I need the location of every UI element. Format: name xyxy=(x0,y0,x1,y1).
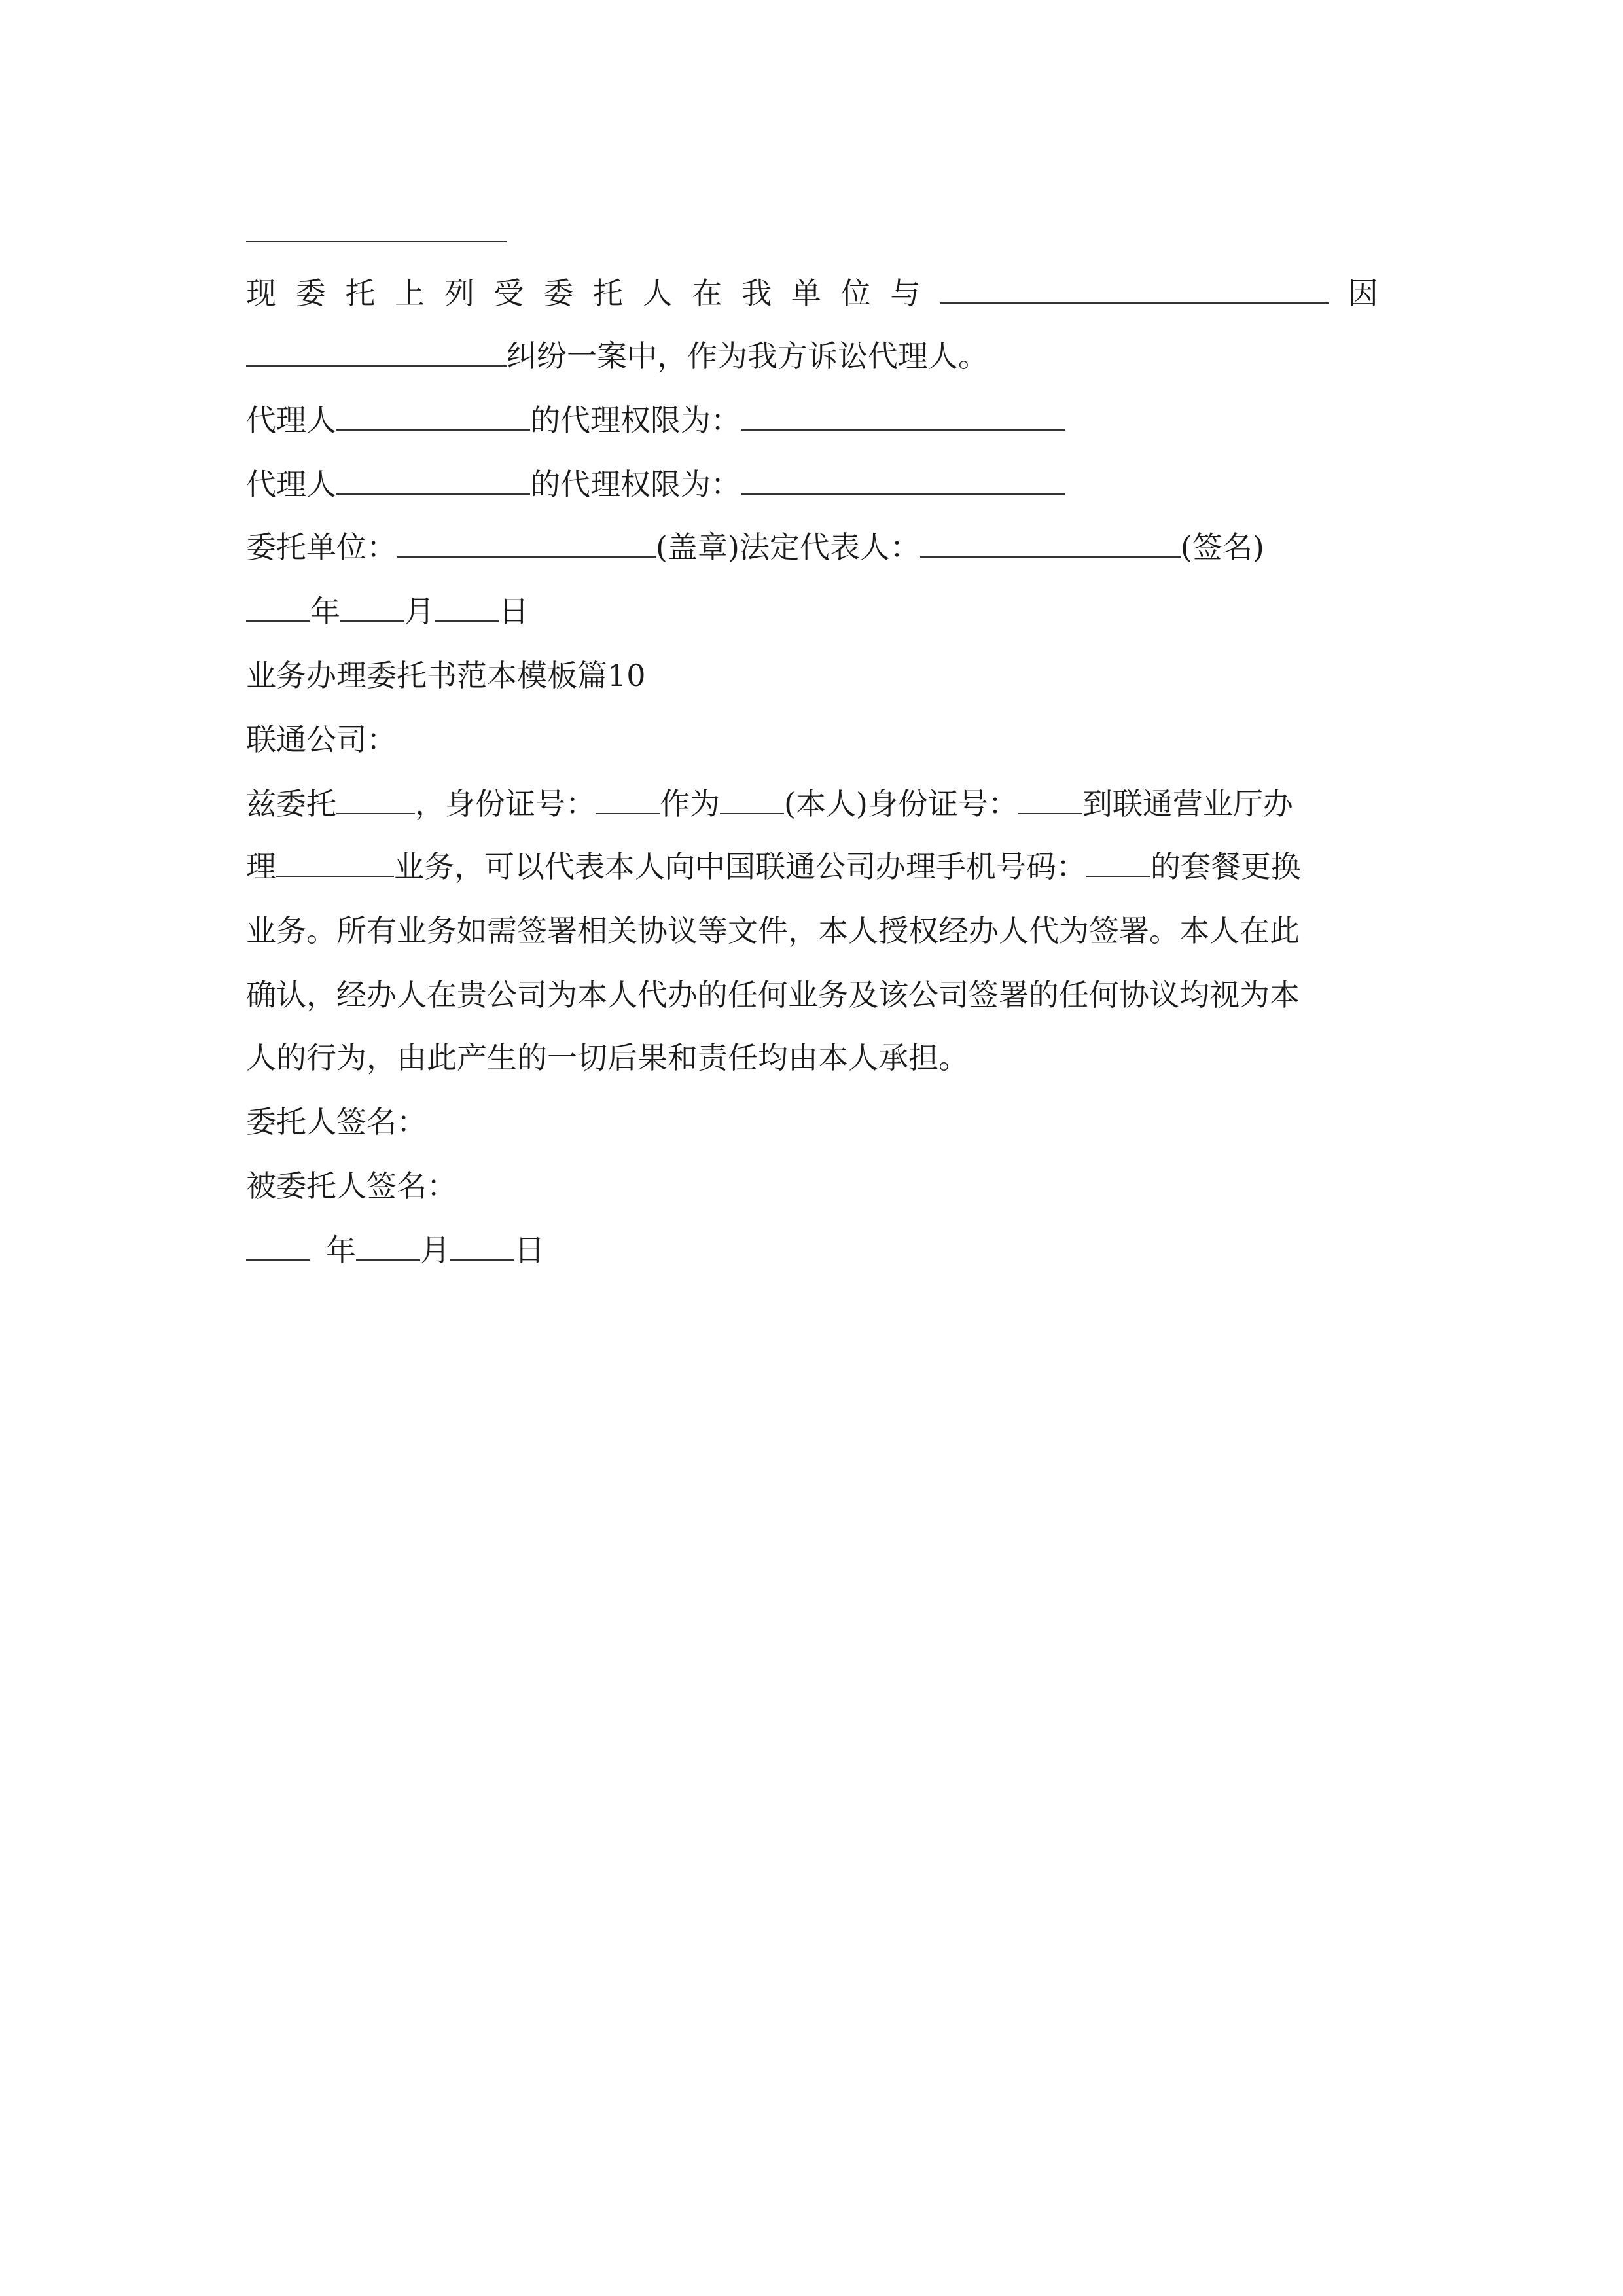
char: 托 xyxy=(345,276,376,311)
char: 列 xyxy=(444,276,474,311)
dispute-text: 纠纷一案中，作为我方诉讼代理人。 xyxy=(507,338,988,374)
p3-text: 业务。所有业务如需签署相关协议等文件，本人授权经办人代为签署。本人在此 xyxy=(246,913,1300,948)
sign-text: (签名) xyxy=(1180,529,1264,565)
agent-prefix: 代理人 xyxy=(246,403,336,438)
year-label: 年 xyxy=(326,1232,356,1268)
char: 单 xyxy=(791,276,821,311)
char: 因 xyxy=(1347,276,1378,311)
blank-id-2 xyxy=(1018,784,1082,814)
char: 位 xyxy=(840,276,871,311)
blank-agent-name xyxy=(336,465,530,495)
p1-c: 作为 xyxy=(660,786,720,821)
char: 我 xyxy=(741,276,772,311)
principal-sign-line xyxy=(246,1102,1378,1141)
blank-month xyxy=(356,1230,420,1261)
blank-agent-name xyxy=(336,401,530,431)
blank-legal-rep xyxy=(920,528,1181,558)
para-line-2 xyxy=(246,847,1378,886)
blank-dispute xyxy=(246,336,507,367)
p2-c: 的套餐更换 xyxy=(1150,849,1301,884)
blank-phone xyxy=(1086,847,1150,877)
p2-b: 业务，可以代表本人向中国联通公司办理手机号码： xyxy=(394,849,1086,884)
agent-line-2 xyxy=(246,465,1378,504)
entrust-line-2 xyxy=(246,336,1378,376)
date-line-2 xyxy=(246,1230,1378,1270)
char: 与 xyxy=(890,276,921,311)
blank-month xyxy=(340,592,404,622)
blank-role xyxy=(720,784,784,814)
day-label: 日 xyxy=(514,1232,544,1268)
p1-e: 到联通营业厅办 xyxy=(1082,786,1293,821)
p4-text: 确认，经办人在贵公司为本人代办的任何业务及该公司签署的任何协议均视为本 xyxy=(246,977,1300,1013)
para-line-5 xyxy=(246,1038,1378,1077)
p5-text: 人的行为，由此产生的一切后果和责任均由本人承担。 xyxy=(246,1040,969,1075)
section-heading xyxy=(246,656,1378,695)
agent-sign-label: 被委托人签名： xyxy=(246,1168,457,1204)
char: 现 xyxy=(246,276,276,311)
blank-entrusted-person xyxy=(336,784,415,814)
char: 委 xyxy=(543,276,574,311)
legal-rep-label: 法定代表人： xyxy=(739,529,920,565)
top-blank-line xyxy=(246,241,507,242)
principal-sign-label: 委托人签名： xyxy=(246,1104,427,1139)
blank-business xyxy=(276,847,394,877)
month-label: 月 xyxy=(420,1232,450,1268)
p1-b: ，身份证号： xyxy=(415,786,596,821)
char: 委 xyxy=(295,276,326,311)
char: 上 xyxy=(395,276,425,311)
para-line-4 xyxy=(246,975,1378,1014)
blank-year xyxy=(246,592,310,622)
agent-sign-line xyxy=(246,1166,1378,1206)
char: 人 xyxy=(642,276,673,311)
unit-line xyxy=(246,528,1378,567)
agent-suffix: 的代理权限为： xyxy=(530,403,741,438)
heading-text: 业务办理委托书范本模板篇10 xyxy=(246,658,646,693)
char: 在 xyxy=(692,276,722,311)
char: 托 xyxy=(593,276,624,311)
agent-prefix: 代理人 xyxy=(246,467,336,502)
entrust-line-1 xyxy=(246,274,1378,313)
month-label: 月 xyxy=(404,594,435,629)
addressee-line xyxy=(246,720,1378,759)
blank-agent-scope xyxy=(741,401,1065,431)
p2-a: 理 xyxy=(246,849,276,884)
blank-id-1 xyxy=(596,784,660,814)
unit-label: 委托单位： xyxy=(246,529,397,565)
p1-d: (本人)身份证号： xyxy=(784,786,1018,821)
blank-day xyxy=(450,1230,514,1261)
seal-text: (盖章) xyxy=(656,529,740,565)
blank-year xyxy=(246,1230,310,1261)
char: 受 xyxy=(493,276,524,311)
day-label: 日 xyxy=(499,594,529,629)
para-line-1 xyxy=(246,784,1378,823)
blank-day xyxy=(435,592,499,622)
agent-line-1 xyxy=(246,401,1378,440)
p1-a: 兹委托 xyxy=(246,786,336,821)
blank-unit xyxy=(397,528,656,558)
para-line-3 xyxy=(246,911,1378,950)
year-label: 年 xyxy=(310,594,340,629)
blank-party xyxy=(940,274,1329,304)
addressee-text: 联通公司： xyxy=(246,722,397,757)
blank-agent-scope xyxy=(741,465,1065,495)
agent-suffix: 的代理权限为： xyxy=(530,467,741,502)
date-line-1 xyxy=(246,592,1378,631)
